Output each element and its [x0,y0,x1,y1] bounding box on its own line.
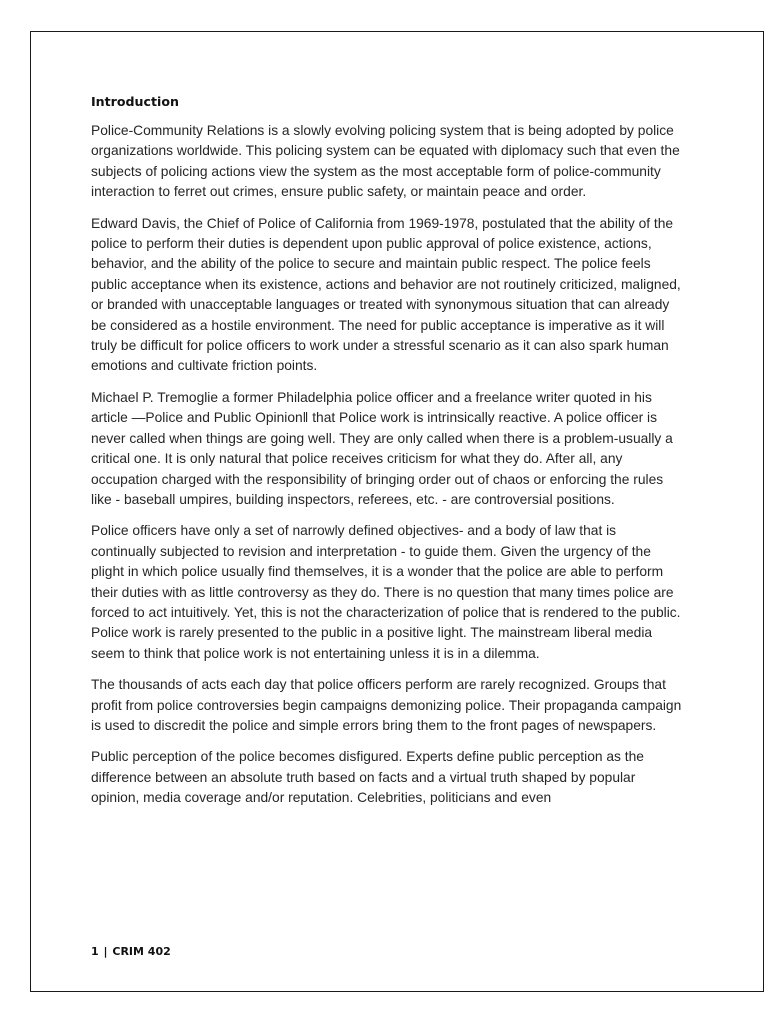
page-footer [91,945,171,958]
paragraph-3: Michael P. Tremoglie a former Philadelphia police officer and a freelance writer quoted in his article —Police and Public Opinion‖ that Police work is intrinsically reactive. A police officer is never called when things are going well. They are only called when there is a problem-usually a critical one. It is only natural that police receives criticism for what they do. After all, any occupation charged with the responsibility of bringing order out of chaos or enforcing the rules like - baseball umpires, building inspectors, referees, etc. - are controversial positions. [91,389,673,507]
footer-separator: | [103,945,108,958]
paragraph-6: Public perception of the police becomes disfigured. Experts define public perception as the difference between an absolute truth based on facts and a virtual truth shaped by popular opinion, media coverage and/or reputation. Celebrities, politicians and even [91,749,644,806]
paragraph-2: Edward Davis, the Chief of Police of California from 1969-1978, postulated that the ability of the police to perform their duties is dependent upon public approval of police existence, actions, behavior, and the ability of the police to secure and maintain public respect. The police feels public acceptance when its existence, actions and behavior are not routinely criticized, maligned, or branded with unacceptable languages or treated with synonymous situation that can already be considered as a hostile environment. The need for public acceptance is imperative as it will truly be difficult for police officers to work under a stressful scenario as it can also spark human emotions and cultivate friction points. [91,215,681,374]
paragraph-4: Police officers have only a set of narrowly defined objectives- and a body of law that is continually subjected to revision and interpretation - to guide them. Given the urgency of the plight in which police usually find themselves, it is a wonder that the police are able to perform their duties with as little controversy as they do. There is no question that many times police are forced to act intuitively. Yet, this is not the characterization of police that is rendered to the public. Police work is rarely presented to the public in a positive light. The mainstream liberal media seem to think that police work is not entertaining unless it is in a dilemma. [91,523,681,661]
paragraph-5: The thousands of acts each day that police officers perform are rarely recognized. Groups that profit from police controversies begin campaigns demonizing police. Their propaganda campaign is used to discredit the police and simple errors bring them to the front pages of newspapers. [91,677,682,733]
document-page [30,31,764,992]
page-body [91,94,683,820]
section-heading: Introduction [91,94,179,109]
paragraph-1: Police-Community Relations is a slowly evolving policing system that is being adopted by police organizations worldwide. This policing system can be equated with diplomacy such that even the subjects of policing actions view the system as the most acceptable form of police-community interaction to ferret out crimes, ensure public safety, or maintain peace and order. [91,123,680,200]
course-code: CRIM 402 [112,945,171,958]
page-number: 1 [91,945,99,958]
